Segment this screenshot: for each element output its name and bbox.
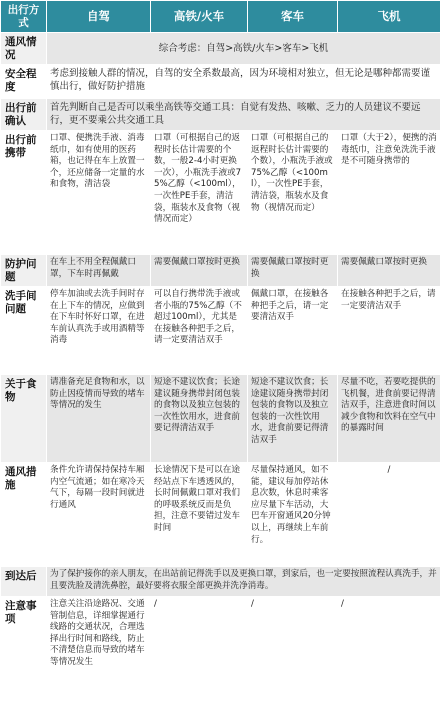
row-food bbox=[1, 375, 440, 463]
food-train: 短途不建议饮食；长途建议随身携带封闭包装的食物以及独立包装的一次性饮用水，进食前要记得清洁双手 bbox=[151, 375, 248, 463]
safety-text: 考虑到接触人群的情况，自驾的安全系数最高，因为环境相对独立，但无论是哪种都需要谨慎出行，做好防护措施 bbox=[47, 65, 440, 99]
food-plane: 尽量不吃，若要吃提供的飞机餐，进食前要记得清洁双手，注意进食时间以减少食物和饮料在空气中的暴露时间 bbox=[338, 375, 440, 463]
row-notes bbox=[1, 597, 440, 713]
washroom-coach: 佩戴口罩，在接触各种把手之后，请一定要清洁双手 bbox=[248, 287, 338, 375]
row-label-carry: 出行前携带 bbox=[1, 131, 47, 255]
row-label-ventilation-info: 通风情况 bbox=[1, 33, 47, 65]
row-carry bbox=[1, 131, 440, 255]
header-row bbox=[1, 1, 440, 33]
row-washroom bbox=[1, 287, 440, 375]
ventilation-coach: 尽量保持通风，如不能，建议每加停站休息次数，休息时乘客应尽量下车活动，大巴车开窗通风20分钟以上，再继续上车前行。 bbox=[248, 463, 338, 567]
protection-coach: 需要佩戴口罩按时更换 bbox=[248, 255, 338, 287]
row-safety bbox=[1, 65, 440, 99]
notes-coach: / bbox=[248, 597, 338, 713]
row-label-protection: 防护问题 bbox=[1, 255, 47, 287]
notes-train: / bbox=[151, 597, 248, 713]
ventilation-plane: / bbox=[338, 463, 440, 567]
protection-plane: 需要佩戴口罩按时更换 bbox=[338, 255, 440, 287]
washroom-train: 可以自行携带洗手液或者小瓶的75%乙醇（不超过100ml），尤其是在接触各种把手之后，请一定要清洁双手 bbox=[151, 287, 248, 375]
notes-self-drive: 注意关注沿途路况、交通管制信息，详细掌握通行线路的交通状况，合理选择出行时间和路线，防止不清楚信息而导致的堵车等情况发生 bbox=[47, 597, 151, 713]
ventilation-info-text: 综合考虑：自驾>高铁/火车>客车>飞机 bbox=[47, 33, 440, 65]
row-protection bbox=[1, 255, 440, 287]
protection-self-drive: 在车上不用全程佩戴口罩，下车时再佩戴 bbox=[47, 255, 151, 287]
row-label-notes: 注意事项 bbox=[1, 597, 47, 713]
ventilation-self-drive: 条件允许请保持保持车厢内空气流通；如在寒冷天气下，每隔一段时间就进行通风 bbox=[47, 463, 151, 567]
carry-coach: 口罩（可根据自己的返程时长估计需要的个数），小瓶洗手液或75%乙醇（<100ml），一次性PE手套，清洁袋，瓶装水及食物（视情况而定） bbox=[248, 131, 338, 255]
row-arrival bbox=[1, 567, 440, 597]
row-label-safety: 安全程度 bbox=[1, 65, 47, 99]
pre-confirm-text: 首先判断自己是否可以乘坐高铁等交通工具：自觉有发热、咳嗽、乏力的人员建议不要远行，更不要乘公共交通工具 bbox=[47, 99, 440, 131]
row-label-food: 关于食物 bbox=[1, 375, 47, 463]
row-ventilation-info bbox=[1, 33, 440, 65]
header-corner: 出行方式 bbox=[1, 1, 47, 33]
header-self-drive: 自驾 bbox=[47, 1, 151, 33]
row-label-ventilation: 通风措施 bbox=[1, 463, 47, 567]
row-ventilation bbox=[1, 463, 440, 567]
row-pre-confirm bbox=[1, 99, 440, 131]
notes-plane: / bbox=[338, 597, 440, 713]
row-label-arrival: 到达后 bbox=[1, 567, 47, 597]
row-label-washroom: 洗手间问题 bbox=[1, 287, 47, 375]
food-self-drive: 请准备充足食物和水，以防止因疫情而导致的堵车等情况的发生 bbox=[47, 375, 151, 463]
row-label-pre-confirm: 出行前确认 bbox=[1, 99, 47, 131]
carry-train: 口罩（可根据自己的返程时长估计需要的个数，一般2-4小时更换一次），小瓶洗手液或75%乙醇（<100ml），一次性PE手套，清洁袋，瓶装水及食物（视情况而定） bbox=[151, 131, 248, 255]
ventilation-train: 长途情况下是可以在途经站点下车透透风的，长时间佩戴口罩对我们的呼吸系统反而是负担，注意不要错过发车时间 bbox=[151, 463, 248, 567]
header-train: 高铁/火车 bbox=[151, 1, 248, 33]
arrival-text: 为了保护接你的亲人朋友，在出站前记得洗手以及更换口罩，到家后，也一定要按照流程认真洗手，并且要洗脸及清洗鼻腔，最好要将衣服全部更换并洗净消毒。 bbox=[47, 567, 440, 597]
header-plane: 飞机 bbox=[338, 1, 440, 33]
washroom-plane: 在接触各种把手之后，请一定要清洁双手 bbox=[338, 287, 440, 375]
food-coach: 短途不建议饮食；长途建议随身携带封闭包装的食物以及独立包装的一次性饮用水，进食前要记得清洁双手 bbox=[248, 375, 338, 463]
protection-train: 需要佩戴口罩按时更换 bbox=[151, 255, 248, 287]
carry-plane: 口罩（大于2），便携的消毒纸巾，注意免洗洗手液是不可随身携带的 bbox=[338, 131, 440, 255]
washroom-self-drive: 停车加油或去洗手间时存在上下车的情况，应做到在下车时怀好口罩，在进车前认真洗手或用酒精等消毒 bbox=[47, 287, 151, 375]
carry-self-drive: 口罩、便携洗手液、消毒纸巾，如有使用的医药箱，也记得在车上放置一个，还应储备一定量的水和食物，清洁袋 bbox=[47, 131, 151, 255]
header-coach: 客车 bbox=[248, 1, 338, 33]
